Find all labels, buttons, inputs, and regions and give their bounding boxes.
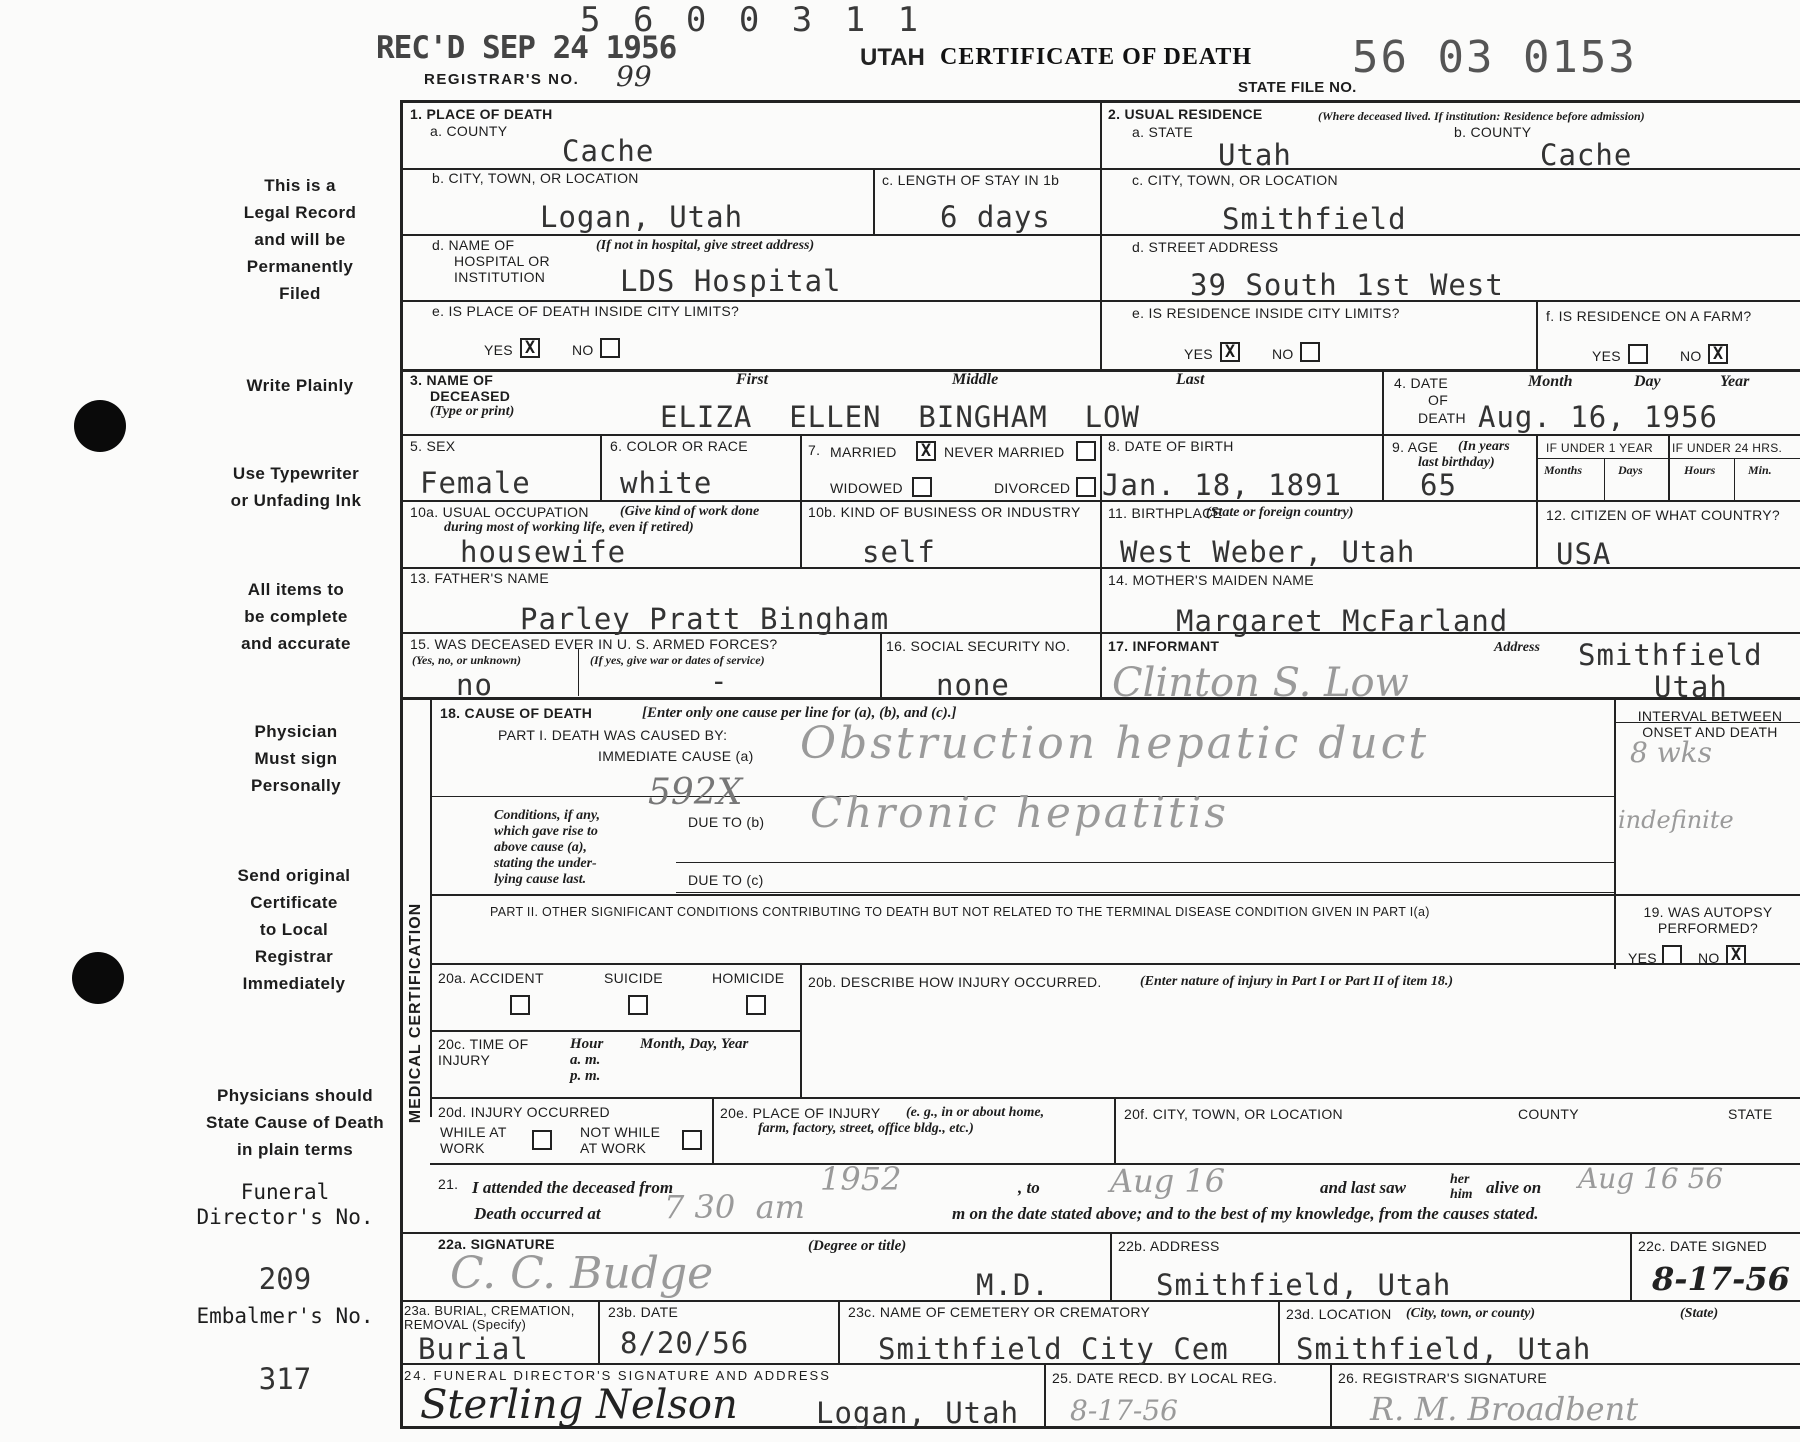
cemetery-value: Smithfield City Cem (878, 1332, 1229, 1366)
section7-number: 7. (808, 442, 821, 458)
medical-certification-vertical-label: MEDICAL CERTIFICATION (407, 902, 424, 1124)
physician-signature: C. C. Budge (450, 1248, 714, 1299)
date-received-label: 25. DATE RECD. BY LOCAL REG. (1052, 1370, 1278, 1386)
widowed-checkbox[interactable] (912, 477, 932, 497)
inside-city-limits-label: e. IS PLACE OF DEATH INSIDE CITY LIMITS? (432, 303, 740, 319)
registrar-no-value: 99 (616, 60, 652, 93)
citizen-value: USA (1556, 537, 1612, 571)
place-of-death-label: 1. PLACE OF DEATH (410, 106, 553, 122)
death-county-label: a. COUNTY (430, 123, 508, 139)
sidebar-embalmer-label: Embalmer's No. (196, 1304, 374, 1328)
death-occurred-text: Death occurred at (474, 1204, 601, 1223)
hospital-label-2: HOSPITAL OR (454, 253, 550, 269)
embalmer-number: 317 (258, 1362, 312, 1396)
sex-label: 5. SEX (410, 438, 456, 454)
cemetery-label: 23c. NAME OF CEMETERY OR CREMATORY (848, 1304, 1151, 1320)
death-day-label: Day (1634, 373, 1661, 390)
informant-address-state: Utah (1654, 670, 1728, 704)
attended-to-text: , to (1018, 1178, 1040, 1197)
birthplace-value: West Weber, Utah (1120, 535, 1416, 569)
widowed-label: WIDOWED (830, 480, 903, 496)
date-received-value: 8-17-56 (1070, 1394, 1178, 1427)
sidebar-send-original: Send original Certificate to Local Registrar Immediately (237, 866, 351, 993)
state-file-no-label: STATE FILE NO. (1238, 79, 1357, 96)
residence-county-value: Cache (1540, 138, 1633, 172)
death-city-label: b. CITY, TOWN, OR LOCATION (432, 170, 639, 186)
business-label: 10b. KIND OF BUSINESS OR INDUSTRY (808, 504, 1081, 520)
not-while-at-work-checkbox[interactable] (682, 1130, 702, 1150)
under-1-year-label: IF UNDER 1 YEAR (1546, 441, 1653, 455)
suicide-checkbox[interactable] (628, 995, 648, 1015)
place-of-injury-label: 20e. PLACE OF INJURY (720, 1105, 881, 1121)
sex-value: Female (420, 466, 531, 500)
hours-label: Hours (1684, 463, 1716, 477)
occupation-label: 10a. USUAL OCCUPATION (410, 504, 589, 520)
death-month-label: Month (1528, 373, 1573, 390)
place-of-injury-hint: (e. g., in or about home, farm, factory, street, office bldg., etc.) (758, 1105, 1045, 1136)
autopsy-label: 19. WAS AUTOPSY PERFORMED? (1643, 904, 1773, 936)
age-hint-2: last birthday) (1418, 455, 1495, 470)
homicide-label: HOMICIDE (712, 970, 785, 986)
cause-of-death-hint: [Enter only one cause per line for (a), (b), and (c).] (642, 705, 957, 721)
registrar-signature-label: 26. REGISTRAR'S SIGNATURE (1338, 1370, 1548, 1386)
injury-city-label: 20f. CITY, TOWN, OR LOCATION (1124, 1106, 1343, 1122)
accident-checkbox[interactable] (510, 995, 530, 1015)
autopsy-yes-label: YES (1628, 950, 1657, 966)
residence-state-value: Utah (1218, 138, 1292, 172)
street-address-value: 39 South 1st West (1190, 268, 1504, 302)
cemetery-location-label: 23d. LOCATION (1286, 1306, 1392, 1322)
interval-value-a: 8 wks (1630, 736, 1713, 769)
due-to-b-label: DUE TO (b) (688, 814, 765, 830)
time-of-injury-date: Month, Day, Year (640, 1036, 749, 1052)
registrar-no-label: REGISTRAR'S NO. (424, 71, 580, 88)
attended-text: I attended the deceased from (472, 1178, 674, 1197)
deceased-name-value: ELIZA ELLEN BINGHAM LOW (660, 400, 1140, 434)
death-limits-yes-checkbox[interactable]: X (520, 338, 540, 358)
death-limits-yes-label: YES (484, 342, 513, 358)
armed-forces-hint-2: (If yes, give war or dates of service) (590, 653, 765, 667)
informant-label: 17. INFORMANT (1108, 638, 1220, 654)
informant-address-city: Smithfield (1578, 638, 1763, 672)
armed-forces-label: 15. WAS DECEASED EVER IN U. S. ARMED FORCES? (410, 636, 778, 652)
while-at-work-checkbox[interactable] (532, 1130, 552, 1150)
farm-yes-checkbox[interactable] (1628, 344, 1648, 364)
received-stamp: REC'D SEP 24 1956 (376, 30, 677, 66)
middle-name-label: Middle (952, 371, 999, 388)
time-of-injury-label: 20c. TIME OF INJURY (438, 1036, 529, 1068)
father-name-value: Parley Pratt Bingham (520, 602, 890, 636)
autopsy-yes-checkbox[interactable] (1662, 945, 1682, 965)
homicide-checkbox[interactable] (746, 995, 766, 1015)
funeral-director-number: 209 (258, 1262, 312, 1296)
never-married-checkbox[interactable] (1076, 441, 1096, 461)
age-hint-1: (In years (1458, 439, 1510, 454)
sidebar-physician-sign: Physician Must sign Personally (251, 722, 341, 795)
married-label: MARRIED (830, 444, 897, 460)
title-main: CERTIFICATE OF DEATH (940, 44, 1253, 70)
armed-forces-dates: - (710, 664, 729, 698)
cemetery-state-label: (State) (1680, 1306, 1719, 1321)
sidebar-use-typewriter: Use Typewriter or Unfading Ink (230, 464, 362, 510)
header-stamp-number: 5 6 0 0 3 1 1 (580, 0, 925, 40)
birthplace-hint: (State or foreign country) (1206, 505, 1354, 520)
race-value: white (620, 466, 713, 500)
interval-label: INTERVAL BETWEEN ONSET AND DEATH (1637, 708, 1783, 740)
months-label: Months (1544, 463, 1583, 477)
residence-limits-no-label: NO (1272, 346, 1294, 362)
armed-forces-hint-1: (Yes, no, or unknown) (412, 653, 522, 667)
section21-number: 21. (438, 1176, 459, 1192)
injury-description-hint: (Enter nature of injury in Part I or Part II of item 18.) (1140, 974, 1454, 989)
title-state: UTAH (860, 44, 925, 71)
first-name-label: First (736, 371, 769, 388)
business-value: self (862, 535, 936, 569)
part2-label: PART II. OTHER SIGNIFICANT CONDITIONS CONTRIBUTING TO DEATH BUT NOT RELATED TO THE TERMINAL DISEASE CONDITION GIVEN IN PART I(a) (490, 905, 1430, 919)
death-time-value: 7 30 am (664, 1188, 806, 1226)
race-label: 6. COLOR OR RACE (610, 438, 748, 454)
date-of-death-label-2: OF (1428, 392, 1449, 408)
immediate-cause-value: Obstruction hepatic duct (800, 718, 1430, 769)
under-24-hours-label: IF UNDER 24 HRS. (1672, 441, 1783, 455)
while-at-work-label: WHILE AT WORK (440, 1124, 507, 1156)
farm-label: f. IS RESIDENCE ON A FARM? (1546, 308, 1752, 324)
death-limits-no-label: NO (572, 342, 594, 358)
occupation-hint-2: during most of working life, even if retired) (444, 520, 694, 535)
funeral-director-address: Logan, Utah (816, 1396, 1020, 1430)
her-him-text: her him (1450, 1172, 1473, 1202)
due-to-c-label: DUE TO (c) (688, 872, 764, 888)
residence-state-label: a. STATE (1132, 124, 1194, 140)
date-of-death-label-1: 4. DATE (1394, 375, 1448, 391)
injury-occurred-label: 20d. INJURY OCCURRED (438, 1104, 610, 1120)
residence-limits-label: e. IS RESIDENCE INSIDE CITY LIMITS? (1132, 305, 1400, 321)
sidebar-physicians-should: Physicians should State Cause of Death in plain terms (205, 1086, 385, 1159)
funeral-director-label: 24. FUNERAL DIRECTOR'S SIGNATURE AND ADDRESS (404, 1368, 831, 1383)
age-label: 9. AGE (1392, 439, 1439, 455)
not-while-at-work-label: NOT WHILE AT WORK (580, 1124, 661, 1156)
death-city-value: Logan, Utah (540, 200, 744, 234)
date-of-death-label-3: DEATH (1418, 410, 1466, 426)
deceased-name-label-1: 3. NAME OF (410, 372, 494, 388)
social-security-label: 16. SOCIAL SECURITY NO. (886, 638, 1071, 654)
cause-of-death-label: 18. CAUSE OF DEATH (440, 705, 593, 721)
usual-residence-hint: (Where deceased lived. If institution: Residence before admission) (1318, 109, 1645, 123)
age-value: 65 (1420, 468, 1457, 502)
cemetery-location-hint: (City, town, or county) (1406, 1306, 1535, 1321)
street-address-label: d. STREET ADDRESS (1132, 239, 1279, 255)
burial-date-label: 23b. DATE (608, 1304, 679, 1320)
last-saw-text: and last saw (1320, 1178, 1406, 1197)
occupation-value: housewife (460, 535, 627, 569)
physician-address-label: 22b. ADDRESS (1118, 1238, 1220, 1254)
burial-value: Burial (418, 1332, 529, 1366)
usual-residence-label: 2. USUAL RESIDENCE (1108, 106, 1263, 122)
hospital-hint: (If not in hospital, give street address) (596, 238, 815, 253)
residence-limits-no-checkbox[interactable] (1300, 342, 1320, 362)
degree-value: M.D. (976, 1268, 1050, 1302)
alive-on-text: alive on (1486, 1178, 1542, 1197)
alive-on-value: Aug 16 56 (1578, 1162, 1724, 1195)
physician-signature-label: 22a. SIGNATURE (438, 1236, 555, 1252)
injury-state-label: STATE (1728, 1106, 1773, 1122)
date-of-death-value: Aug. 16, 1956 (1478, 400, 1718, 434)
injury-description-label: 20b. DESCRIBE HOW INJURY OCCURRED. (808, 974, 1102, 990)
interval-value-b: indefinite (1618, 806, 1734, 834)
father-name-label: 13. FATHER'S NAME (410, 570, 549, 586)
deceased-name-label-2: DECEASED (430, 388, 511, 404)
part1-label: PART I. DEATH WAS CAUSED BY: (498, 727, 728, 743)
date-signed-label: 22c. DATE SIGNED (1638, 1238, 1768, 1254)
death-occurred-rest: m on the date stated above; and to the best of my knowledge, from the causes stated. (952, 1204, 1539, 1223)
cause-code: 592X (648, 772, 743, 813)
conditions-text: Conditions, if any, which gave rise to above cause (a), stating the under- lying cause last. (494, 808, 601, 887)
sidebar-all-items: All items to be complete and accurate (241, 580, 351, 653)
cemetery-location-value: Smithfield, Utah (1296, 1332, 1592, 1366)
residence-limits-yes-label: YES (1184, 346, 1213, 362)
informant-address-label: Address (1494, 640, 1540, 655)
suicide-label: SUICIDE (604, 970, 663, 986)
sidebar-funeral-director-label: Funeral Director's No. (196, 1180, 374, 1229)
farm-yes-label: YES (1592, 348, 1621, 364)
hospital-label-1: d. NAME OF (432, 237, 515, 253)
last-name-label: Last (1176, 371, 1205, 388)
date-of-birth-value: Jan. 18, 1891 (1102, 468, 1342, 502)
injury-county-label: COUNTY (1518, 1106, 1579, 1122)
occupation-hint-1: (Give kind of work done (620, 504, 760, 519)
physician-address-value: Smithfield, Utah (1156, 1268, 1452, 1302)
sidebar-write-plainly: Write Plainly (246, 376, 354, 395)
sidebar-legal-record: This is a Legal Record and will be Permanently Filed (243, 176, 357, 303)
mother-name-label: 14. MOTHER'S MAIDEN NAME (1108, 572, 1314, 588)
minutes-label: Min. (1748, 463, 1772, 477)
autopsy-no-checkbox[interactable]: X (1726, 945, 1746, 965)
attended-to-value: Aug 16 (1110, 1162, 1226, 1200)
residence-city-value: Smithfield (1222, 202, 1407, 236)
funeral-director-signature: Sterling Nelson (420, 1382, 738, 1428)
citizen-label: 12. CITIZEN OF WHAT COUNTRY? (1546, 507, 1780, 523)
length-of-stay-label: c. LENGTH OF STAY IN 1b (882, 172, 1060, 188)
divorced-label: DIVORCED (994, 480, 1071, 496)
birthplace-label: 11. BIRTHPLACE (1108, 505, 1223, 521)
farm-no-label: NO (1680, 348, 1702, 364)
armed-forces-value: no (456, 668, 493, 702)
length-of-stay-value: 6 days (940, 200, 1051, 234)
death-county-value: Cache (562, 134, 655, 168)
burial-label: 23a. BURIAL, CREMATION, REMOVAL (Specify) (404, 1303, 575, 1332)
punch-hole-bottom (72, 952, 124, 1004)
deceased-name-label-3: (Type or print) (430, 404, 515, 419)
burial-date-value: 8/20/56 (620, 1326, 750, 1360)
death-year-label: Year (1720, 373, 1750, 390)
attended-from-value: 1952 (820, 1160, 902, 1198)
death-limits-no-checkbox[interactable] (600, 338, 620, 358)
state-file-number: 56 03 0153 (1352, 32, 1637, 83)
punch-hole-top (74, 400, 126, 452)
informant-signature: Clinton S. Low (1112, 660, 1409, 706)
hospital-label-3: INSTITUTION (454, 269, 546, 285)
never-married-label: NEVER MARRIED (944, 444, 1065, 460)
accident-label: 20a. ACCIDENT (438, 970, 544, 986)
residence-limits-yes-checkbox[interactable]: X (1220, 342, 1240, 362)
residence-city-label: c. CITY, TOWN, OR LOCATION (1132, 172, 1338, 188)
residence-county-label: b. COUNTY (1454, 124, 1532, 140)
hospital-value: LDS Hospital (620, 264, 842, 298)
farm-no-checkbox[interactable]: X (1708, 344, 1728, 364)
due-to-b-value: Chronic hepatitis (810, 788, 1229, 837)
time-of-injury-hour: Hour a. m. p. m. (570, 1036, 604, 1084)
registrar-signature: R. M. Broadbent (1370, 1390, 1639, 1428)
degree-label: (Degree or title) (808, 1238, 907, 1254)
date-signed-value: 8-17-56 (1652, 1260, 1790, 1298)
mother-name-value: Margaret McFarland (1176, 604, 1509, 638)
autopsy-no-label: NO (1698, 950, 1720, 966)
married-checkbox[interactable]: X (916, 441, 936, 461)
divorced-checkbox[interactable] (1076, 477, 1096, 497)
social-security-value: none (936, 668, 1010, 702)
date-of-birth-label: 8. DATE OF BIRTH (1108, 438, 1234, 454)
immediate-cause-label: IMMEDIATE CAUSE (a) (598, 748, 754, 764)
days-label: Days (1618, 463, 1643, 477)
